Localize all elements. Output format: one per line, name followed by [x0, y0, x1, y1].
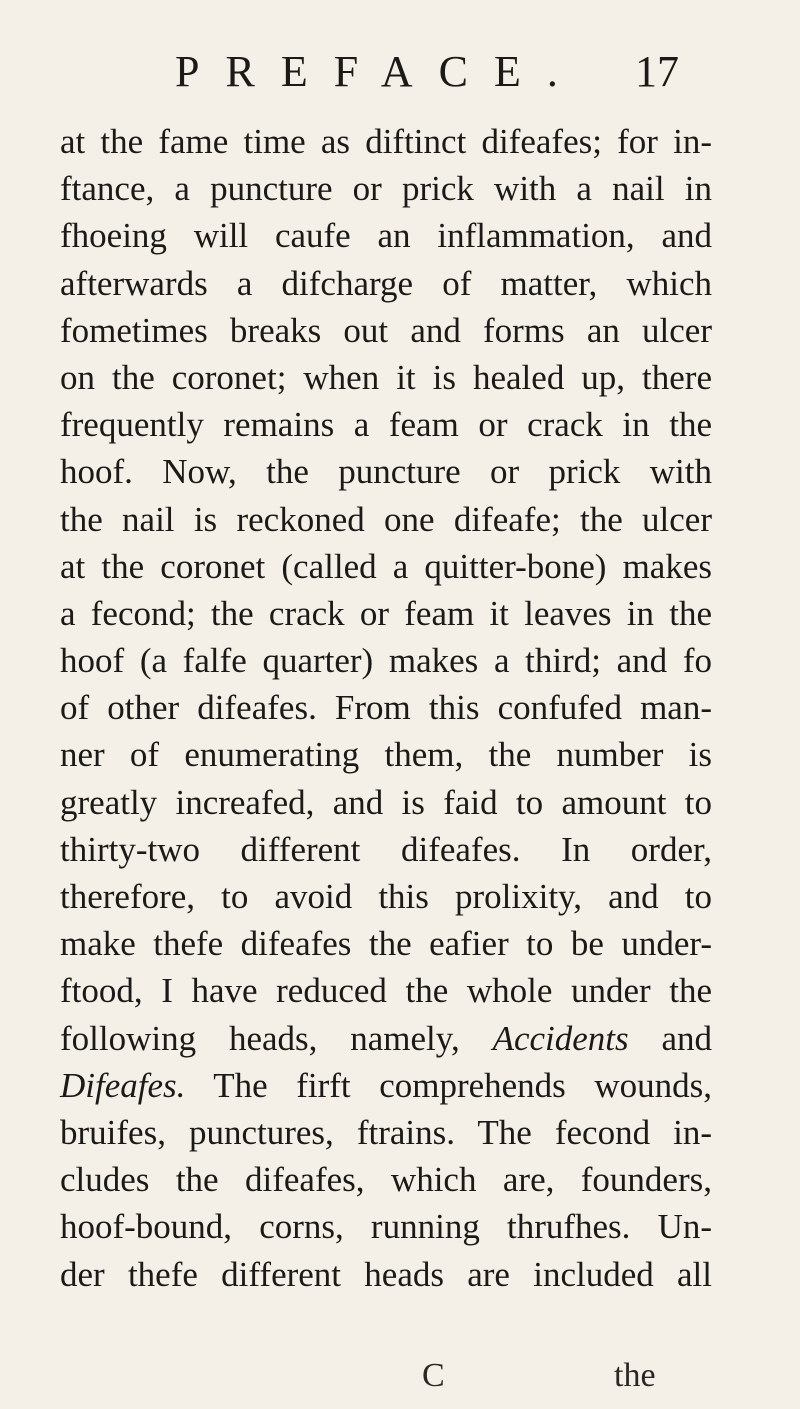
running-head: PREFACE.	[175, 47, 584, 96]
text-line	[60, 1062, 712, 1109]
line-text-and: and	[661, 1018, 713, 1058]
text-line: greatly increafed, and is faid to amount to	[60, 782, 712, 822]
text-line: ner of enumerating them, the number is	[60, 735, 712, 775]
text-line: at the coronet (called a quitter-bone) makes	[60, 546, 712, 586]
text-line: ftance, a puncture or prick with a nail in	[60, 169, 712, 209]
text-line: hoof (a falfe quarter) makes a third; and fo	[60, 641, 712, 681]
text-line: hoof. Now, the puncture or prick with	[60, 452, 712, 492]
text-line: at the fame time as diftinct difeafes; for in-	[60, 122, 712, 161]
text-line: of other difeafes. From this confufed man-	[60, 688, 712, 728]
text-line: bruifes, punctures, ftrains. The fecond in-	[60, 1112, 712, 1152]
text-line: hoof-bound, corns, running thrufhes. Un-	[60, 1207, 712, 1247]
text-line: ftood, I have reduced the whole under the	[60, 971, 712, 1011]
page-header	[0, 44, 800, 104]
signature-mark: C	[422, 1357, 445, 1394]
line-text-rest: The firft comprehends wounds,	[213, 1065, 712, 1105]
line-text: following heads, namely,	[60, 1018, 460, 1058]
text-line: on the coronet; when it is healed up, there	[60, 357, 712, 397]
text-line: afterwards a difcharge of matter, which	[60, 263, 712, 303]
text-line: frequently remains a feam or crack in the	[60, 405, 712, 445]
italic-term-difeafes: Difeafes.	[60, 1065, 186, 1105]
text-line: the nail is reckoned one difeafe; the ulcer	[60, 499, 712, 539]
text-line: thirty-two different difeafes. In order,	[60, 829, 712, 869]
text-line: make thefe difeafes the eafier to be under-	[60, 924, 712, 964]
text-line: cludes the difeafes, which are, founders,	[60, 1160, 712, 1200]
page-number: 17	[635, 47, 679, 96]
text-line: a fecond; the crack or feam it leaves in the	[60, 593, 712, 633]
italic-term-accidents: Accidents	[492, 1018, 629, 1058]
page-footer	[0, 1354, 800, 1402]
text-line: fometimes breaks out and forms an ulcer	[60, 310, 712, 350]
body-text	[60, 118, 712, 1298]
catchword: the	[614, 1357, 656, 1394]
text-line: therefore, to avoid this prolixity, and to	[60, 877, 712, 916]
text-line	[60, 1015, 712, 1062]
text-line: der thefe different heads are included all	[60, 1254, 712, 1294]
text-line: fhoeing will caufe an inflammation, and	[60, 216, 712, 256]
